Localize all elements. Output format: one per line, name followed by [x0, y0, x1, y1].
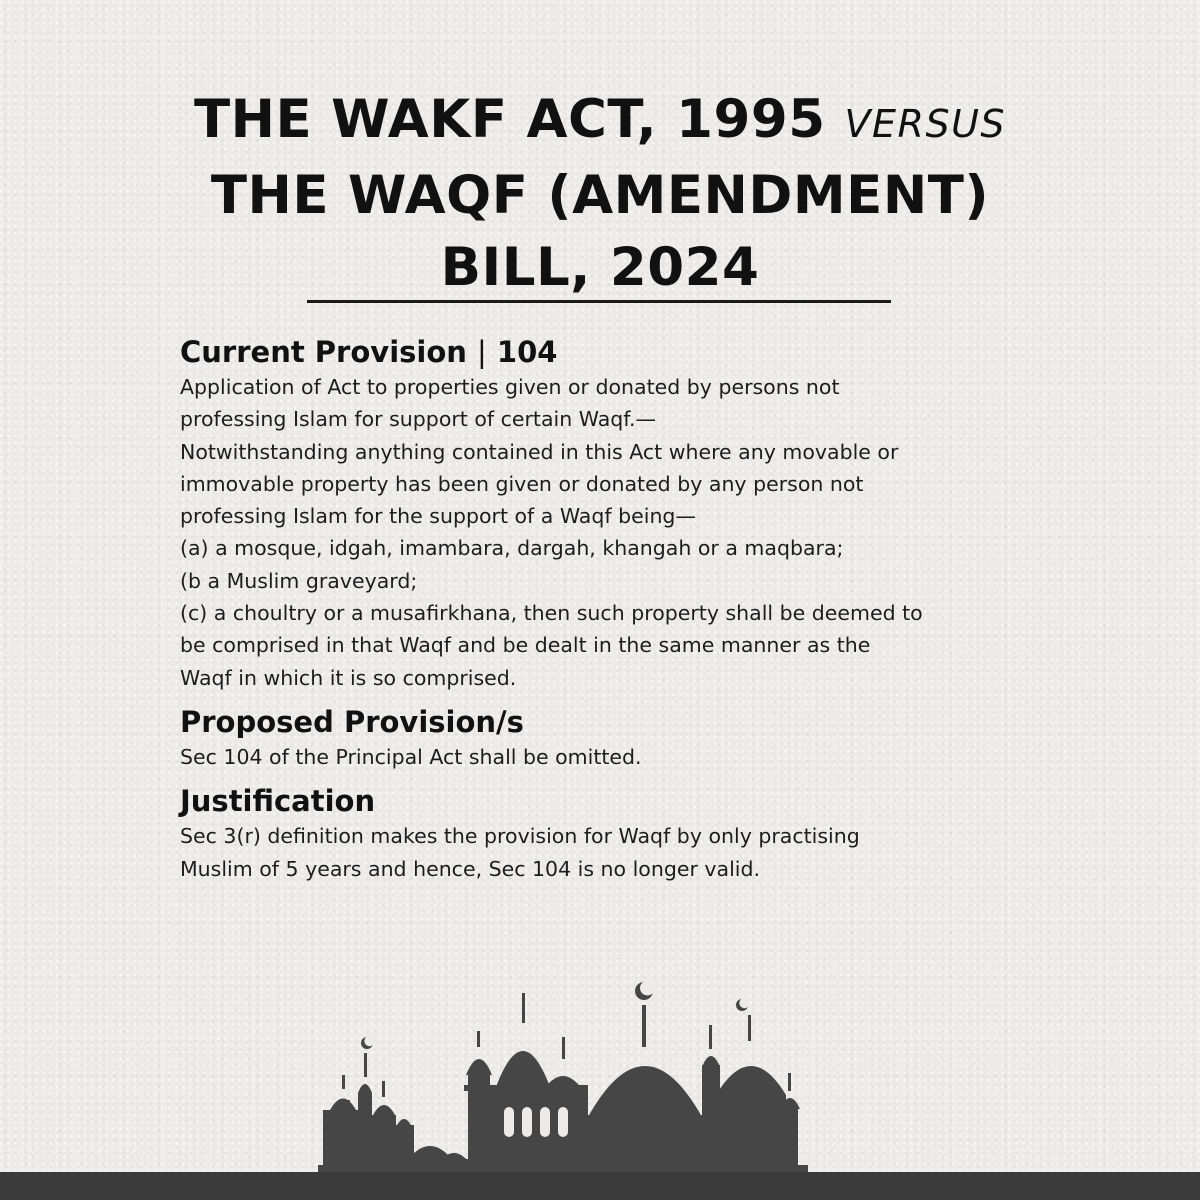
page-title: [0, 84, 1200, 304]
title-versus: VERSUS: [844, 102, 1007, 146]
justification-text: [180, 820, 1030, 885]
proposed-provision-text: [180, 741, 1030, 773]
current-provision-text: [180, 371, 1030, 694]
section-number: 104: [496, 335, 558, 369]
body-line: Waqf in which it is so comprised.: [180, 665, 517, 690]
heading-separator: |: [477, 335, 487, 369]
bottom-bar: [0, 1172, 1200, 1200]
body-line: immovable property has been given or donated by any person not: [180, 471, 864, 496]
body-line: (c) a choultry or a musafirkhana, then such property shall be deemed to: [180, 601, 923, 626]
body-line: Muslim of 5 years and hence, Sec 104 is no longer valid.: [180, 856, 761, 881]
current-provision-heading: [180, 333, 1030, 371]
body-line: (b a Muslim graveyard;: [180, 568, 418, 593]
title-line-2: THE WAQF (AMENDMENT): [210, 165, 990, 226]
title-line-1: [0, 84, 1200, 160]
body-line: Sec 3(r) definition makes the provision for Waqf by only practising: [180, 824, 860, 849]
body-line: Notwithstanding anything contained in this Act where any movable or: [180, 439, 899, 464]
body-line: professing Islam for the support of a Waqf being—: [180, 504, 696, 529]
justification-heading: Justification: [180, 784, 376, 819]
body-line: be comprised in that Waqf and be dealt in the same manner as the: [180, 633, 871, 658]
current-heading-text: Current Provision: [180, 335, 467, 369]
title-act: THE WAKF ACT, 1995: [193, 89, 826, 150]
body-line: Sec 104 of the Principal Act shall be omitted.: [180, 744, 642, 769]
title-line-3: BILL, 2024: [440, 237, 760, 298]
provisions-content: [180, 333, 1030, 885]
body-line: professing Islam for support of certain Waqf.—: [180, 407, 657, 432]
mosque-skyline-icon: [318, 975, 878, 1175]
body-line: Application of Act to properties given or donated by persons not: [180, 375, 840, 399]
title-divider: [307, 300, 891, 303]
body-line: (a) a mosque, idgah, imambara, dargah, khangah or a maqbara;: [180, 536, 844, 561]
proposed-provision-heading: Proposed Provision/s: [180, 704, 524, 739]
